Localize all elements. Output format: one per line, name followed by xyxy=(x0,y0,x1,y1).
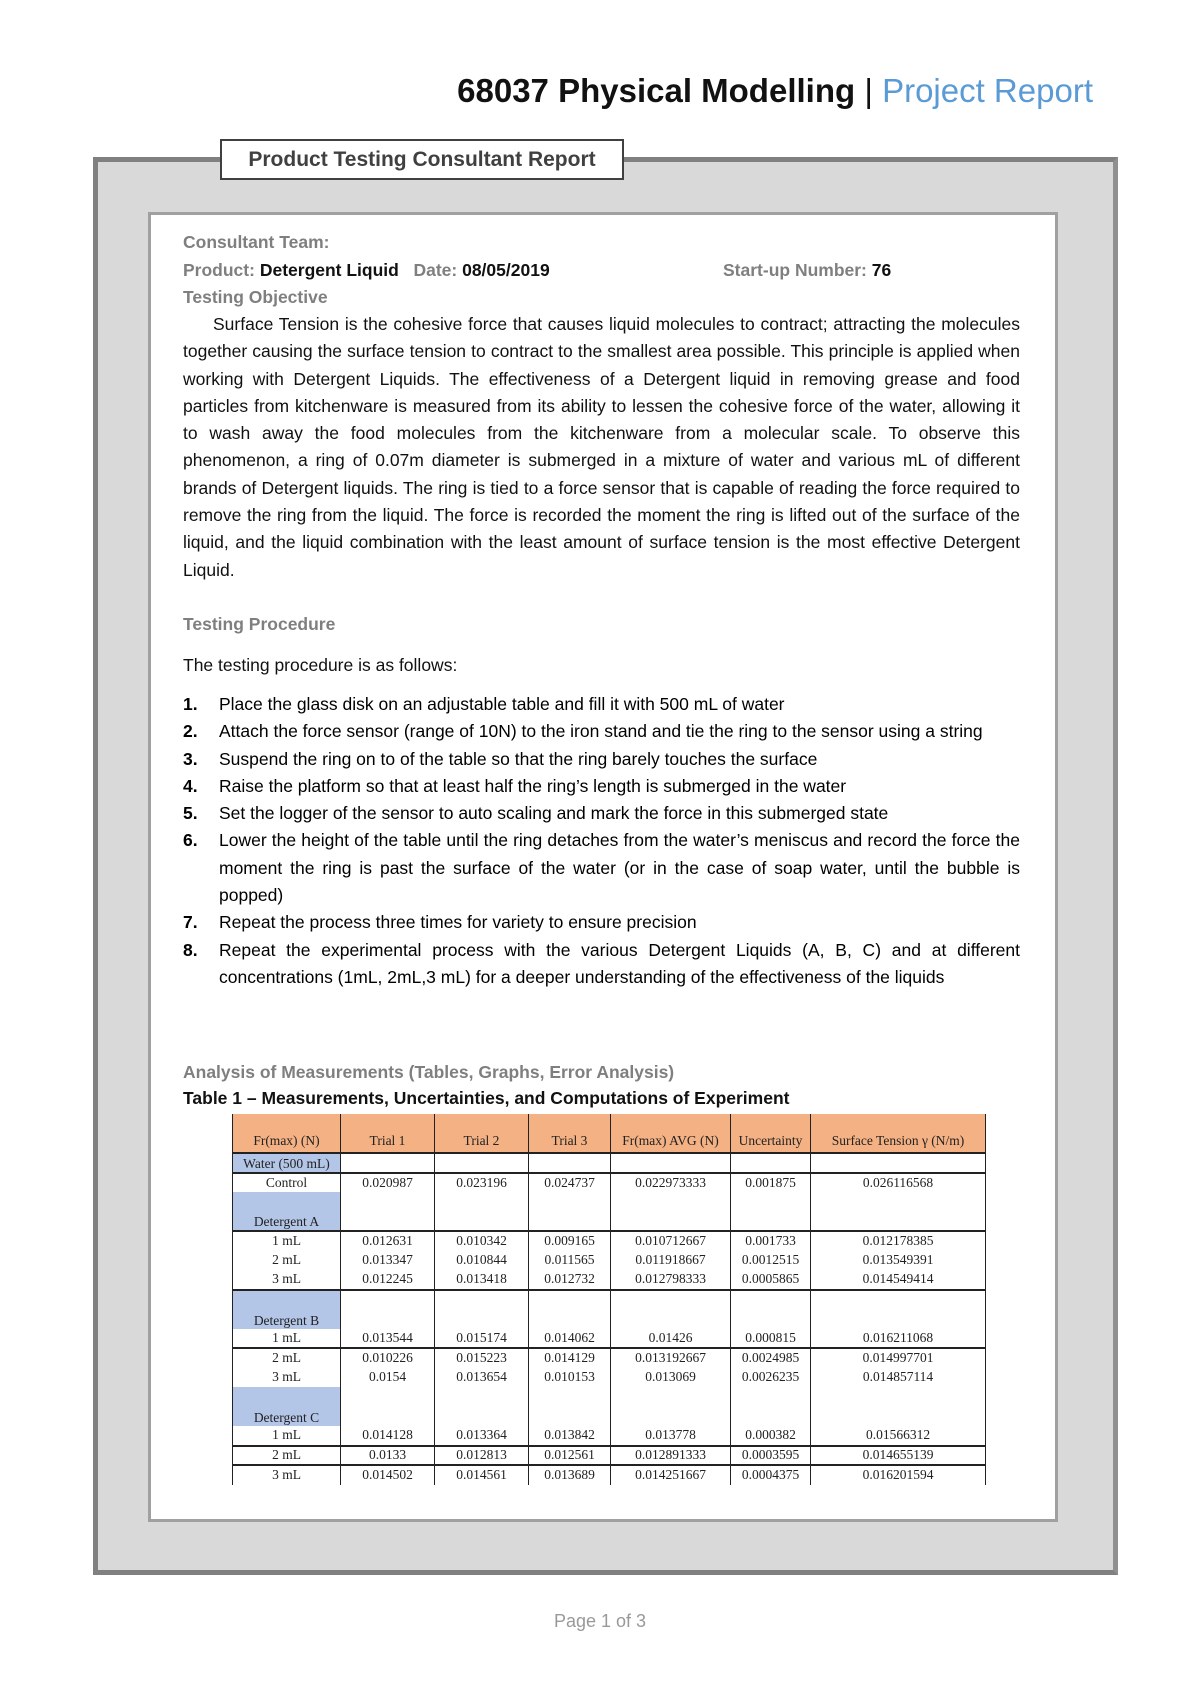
procedure-step xyxy=(183,691,1020,718)
table-cell: 0.022973333 xyxy=(611,1173,731,1193)
date-label: Date: xyxy=(413,260,458,280)
table-section-row xyxy=(233,1153,986,1173)
table-cell: 0.012245 xyxy=(341,1270,435,1290)
table-cell: 0.001733 xyxy=(731,1231,811,1251)
table-row xyxy=(233,1368,986,1388)
table-cell: 0.014549414 xyxy=(811,1270,986,1290)
page-number: Page 1 of 3 xyxy=(553,1611,647,1631)
empty-cell xyxy=(731,1387,811,1426)
table-cell: 0.0005865 xyxy=(731,1270,811,1290)
table-cell: 0.015174 xyxy=(435,1329,529,1349)
table-cell: 0.014561 xyxy=(435,1465,529,1485)
empty-cell xyxy=(435,1153,529,1173)
empty-cell xyxy=(435,1192,529,1231)
table-cell: 0.010226 xyxy=(341,1348,435,1368)
row-label: Control xyxy=(233,1173,341,1193)
table-cell: 0.012891333 xyxy=(611,1446,731,1466)
table-cell: 0.012813 xyxy=(435,1446,529,1466)
table-cell: 0.0003595 xyxy=(731,1446,811,1466)
step-text: Attach the force sensor (range of 10N) to the iron stand and tie the ring to the sensor using a string xyxy=(219,721,983,742)
table-cell: 0.0154 xyxy=(341,1368,435,1388)
row-label: 1 mL xyxy=(233,1426,341,1446)
table-cell: 0.013654 xyxy=(435,1368,529,1388)
table-cell: 0.009165 xyxy=(529,1231,611,1251)
table-cell: 0.01426 xyxy=(611,1329,731,1349)
procedure-steps xyxy=(183,691,1020,991)
table-cell: 0.012798333 xyxy=(611,1270,731,1290)
empty-cell xyxy=(811,1153,986,1173)
table-cell: 0.013842 xyxy=(529,1426,611,1446)
step-text: Repeat the experimental process with the various Detergent Liquids (A, B, C) and at different concentrations (1mL, 2mL,3 mL) for a deeper understanding of the effectiveness of the liquids xyxy=(219,939,1020,987)
empty-cell xyxy=(435,1290,529,1329)
empty-cell xyxy=(529,1192,611,1231)
step-number: 5. xyxy=(183,803,198,824)
empty-cell xyxy=(811,1192,986,1231)
table-cell: 0.016201594 xyxy=(811,1465,986,1485)
table-caption: Table 1 – Measurements, Uncertainties, and Computations of Experiment xyxy=(183,1088,790,1108)
procedure-step xyxy=(183,800,1020,827)
table-cell: 0.020987 xyxy=(341,1173,435,1193)
procedure-step xyxy=(183,909,1020,936)
empty-cell xyxy=(341,1192,435,1231)
table-cell: 0.013544 xyxy=(341,1329,435,1349)
table-row xyxy=(233,1173,986,1193)
table-cell: 0.014857114 xyxy=(811,1368,986,1388)
table-section-row xyxy=(233,1192,986,1231)
column-header: Fr(max) (N) xyxy=(233,1114,341,1153)
table-cell: 0.023196 xyxy=(435,1173,529,1193)
table-cell: 0.014655139 xyxy=(811,1446,986,1466)
table-cell: 0.013069 xyxy=(611,1368,731,1388)
startup-label: Start-up Number: xyxy=(723,260,867,280)
table-cell: 0.024737 xyxy=(529,1173,611,1193)
table-row xyxy=(233,1270,986,1290)
measurements-table xyxy=(232,1114,986,1485)
table-section-row xyxy=(233,1290,986,1329)
empty-cell xyxy=(811,1290,986,1329)
table-cell: 0.013347 xyxy=(341,1251,435,1271)
section-label: Detergent B xyxy=(233,1290,341,1329)
empty-cell xyxy=(341,1387,435,1426)
table-cell: 0.013778 xyxy=(611,1426,731,1446)
table-cell: 0.011918667 xyxy=(611,1251,731,1271)
table-cell: 0.000382 xyxy=(731,1426,811,1446)
objective-heading: Testing Objective xyxy=(183,287,328,307)
table-cell: 0.01566312 xyxy=(811,1426,986,1446)
column-header: Trial 2 xyxy=(435,1114,529,1153)
table-cell: 0.012732 xyxy=(529,1270,611,1290)
empty-cell xyxy=(811,1387,986,1426)
report-type: Project Report xyxy=(882,72,1093,109)
empty-cell xyxy=(435,1387,529,1426)
table-cell: 0.016211068 xyxy=(811,1329,986,1349)
table-row xyxy=(233,1348,986,1368)
procedure-step xyxy=(183,718,1020,745)
empty-cell xyxy=(611,1387,731,1426)
procedure-heading: Testing Procedure xyxy=(183,614,336,634)
product-value: Detergent Liquid xyxy=(259,260,399,280)
section-label: Detergent A xyxy=(233,1192,341,1231)
title-separator: | xyxy=(864,72,873,109)
empty-cell xyxy=(529,1387,611,1426)
table-cell: 0.0012515 xyxy=(731,1251,811,1271)
empty-cell xyxy=(731,1290,811,1329)
table-cell: 0.013192667 xyxy=(611,1348,731,1368)
empty-cell xyxy=(529,1290,611,1329)
table-cell: 0.010712667 xyxy=(611,1231,731,1251)
page-header-title xyxy=(457,72,1093,110)
step-number: 8. xyxy=(183,939,198,960)
column-header: Trial 1 xyxy=(341,1114,435,1153)
step-text: Repeat the process three times for variety to ensure precision xyxy=(219,912,697,933)
table-cell: 0.011565 xyxy=(529,1251,611,1271)
column-header: Surface Tension γ (N/m) xyxy=(811,1114,986,1153)
table-cell: 0.013549391 xyxy=(811,1251,986,1271)
row-label: 2 mL xyxy=(233,1251,341,1271)
step-number: 1. xyxy=(183,694,198,714)
product-label: Product: xyxy=(183,260,255,280)
table-cell: 0.014128 xyxy=(341,1426,435,1446)
analysis-heading: Analysis of Measurements (Tables, Graphs, Error Analysis) xyxy=(183,1062,675,1082)
row-label: 1 mL xyxy=(233,1329,341,1349)
empty-cell xyxy=(529,1153,611,1173)
table-cell: 0.013418 xyxy=(435,1270,529,1290)
empty-cell xyxy=(611,1192,731,1231)
table-cell: 0.012178385 xyxy=(811,1231,986,1251)
table-cell: 0.015223 xyxy=(435,1348,529,1368)
empty-cell xyxy=(341,1153,435,1173)
step-text: Set the logger of the sensor to auto scaling and mark the force in this submerged state xyxy=(219,803,889,824)
table-cell: 0.012561 xyxy=(529,1446,611,1466)
table-cell: 0.026116568 xyxy=(811,1173,986,1193)
product-info-row xyxy=(183,257,1020,284)
empty-cell xyxy=(611,1290,731,1329)
table-row xyxy=(233,1231,986,1251)
date-value: 08/05/2019 xyxy=(462,260,550,280)
procedure-step xyxy=(183,827,1020,909)
step-number: 7. xyxy=(183,912,198,933)
step-text: Suspend the ring on to of the table so that the ring barely touches the surface xyxy=(219,748,818,769)
step-text: Raise the platform so that at least half the ring’s length is submerged in the water xyxy=(219,775,847,796)
step-number: 4. xyxy=(183,775,198,796)
step-number: 3. xyxy=(183,748,198,769)
table-cell: 0.010342 xyxy=(435,1231,529,1251)
column-header: Uncertainty xyxy=(731,1114,811,1153)
step-text: Place the glass disk on an adjustable table and fill it with 500 mL of water xyxy=(219,694,785,714)
row-label: 3 mL xyxy=(233,1270,341,1290)
table-cell: 0.012631 xyxy=(341,1231,435,1251)
table-cell: 0.014997701 xyxy=(811,1348,986,1368)
table-row xyxy=(233,1446,986,1466)
column-header: Trial 3 xyxy=(529,1114,611,1153)
step-number: 2. xyxy=(183,721,198,742)
row-label: 1 mL xyxy=(233,1231,341,1251)
table-cell: 0.0133 xyxy=(341,1446,435,1466)
procedure-step xyxy=(183,937,1020,992)
table-row xyxy=(233,1465,986,1485)
procedure-step xyxy=(183,773,1020,800)
section-label: Detergent C xyxy=(233,1387,341,1426)
row-label: 2 mL xyxy=(233,1348,341,1368)
table-cell: 0.000815 xyxy=(731,1329,811,1349)
empty-cell xyxy=(731,1192,811,1231)
table-cell: 0.010844 xyxy=(435,1251,529,1271)
table-row xyxy=(233,1329,986,1349)
procedure-intro: The testing procedure is as follows: xyxy=(183,655,458,675)
column-header: Fr(max) AVG (N) xyxy=(611,1114,731,1153)
row-label: 2 mL xyxy=(233,1446,341,1466)
report-tab-label: Product Testing Consultant Report xyxy=(220,139,624,180)
startup-value: 76 xyxy=(871,260,892,280)
consultant-team-label: Consultant Team: xyxy=(183,232,330,252)
table-cell: 0.014129 xyxy=(529,1348,611,1368)
table-cell: 0.001875 xyxy=(731,1173,811,1193)
section-label: Water (500 mL) xyxy=(233,1153,341,1173)
table-cell: 0.014502 xyxy=(341,1465,435,1485)
empty-cell xyxy=(731,1153,811,1173)
table-row xyxy=(233,1426,986,1446)
table-cell: 0.0026235 xyxy=(731,1368,811,1388)
procedure-step xyxy=(183,746,1020,773)
step-number: 6. xyxy=(183,830,198,851)
table-cell: 0.0024985 xyxy=(731,1348,811,1368)
table-cell: 0.014062 xyxy=(529,1329,611,1349)
empty-cell xyxy=(611,1153,731,1173)
objective-text: Surface Tension is the cohesive force that causes liquid molecules to contract; attracting the molecules together causing the surface tension to contract to the smallest area possible. This principle is applied when working with Detergent Liquids. The effectiveness of a Detergent liquid in removing grease and food particles from kitchenware is measured from its ability to lessen the cohesive force of the water, allowing it to wash away the food molecules from the kitchenware from a molecular scale. To observe this phenomenon, a ring of 0.07m diameter is submerged in a mixture of water and various mL of different brands of Detergent liquids. The ring is tied to a force sensor that is capable of reading the force required to remove the ring from the liquid. The force is recorded the moment the ring is lifted out of the surface of the liquid, and the liquid combination with the least amount of surface tension is the most effective Detergent Liquid. xyxy=(183,314,1020,580)
table-cell: 0.013689 xyxy=(529,1465,611,1485)
course-title: 68037 Physical Modelling xyxy=(457,72,856,109)
empty-cell xyxy=(341,1290,435,1329)
table-cell: 0.014251667 xyxy=(611,1465,731,1485)
table-section-row xyxy=(233,1387,986,1426)
row-label: 3 mL xyxy=(233,1368,341,1388)
step-text: Lower the height of the table until the ring detaches from the water’s meniscus and record the force the moment the ring is past the surface of the water (or in the case of soap water, until the bubble is popped) xyxy=(219,830,1020,906)
table-cell: 0.013364 xyxy=(435,1426,529,1446)
row-label: 3 mL xyxy=(233,1465,341,1485)
table-row xyxy=(233,1251,986,1271)
table-cell: 0.0004375 xyxy=(731,1465,811,1485)
table-cell: 0.010153 xyxy=(529,1368,611,1388)
